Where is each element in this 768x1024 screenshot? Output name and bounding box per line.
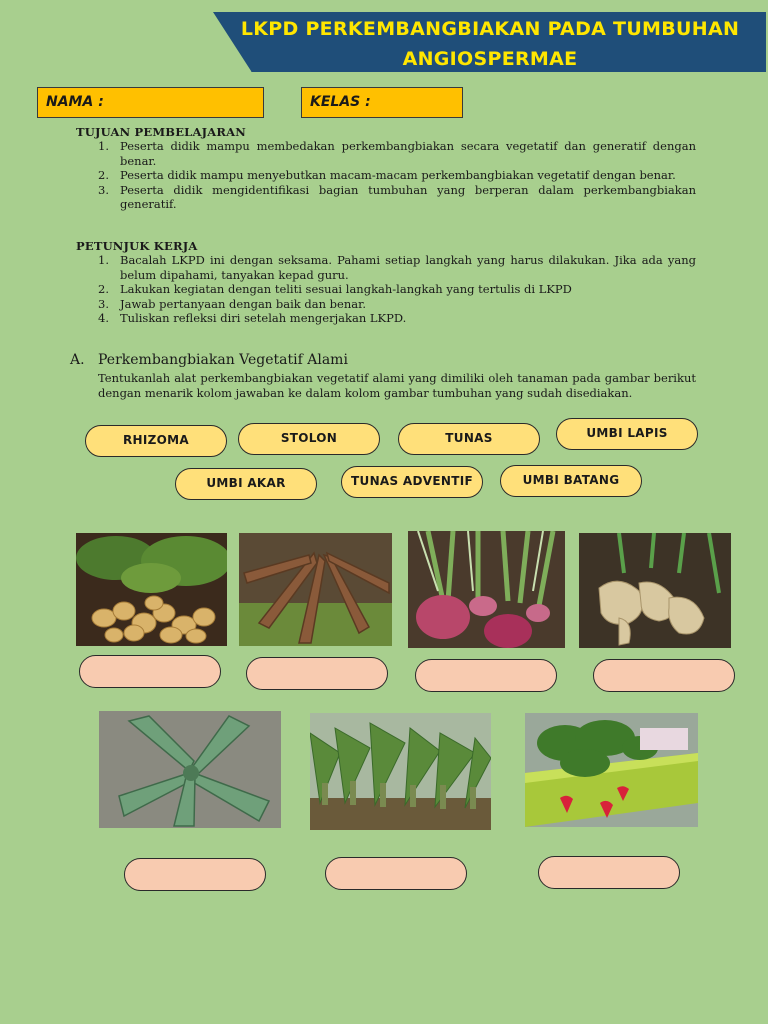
instruction-item: 3. Jawab pertanyaan dengan baik dan benar. [98, 296, 366, 311]
option-tunas[interactable]: TUNAS [398, 423, 540, 455]
instructions-section [76, 239, 696, 326]
title-line-1: LKPD PERKEMBANGBIAKAN PADA TUMBUHAN [240, 18, 740, 40]
strawberry-plant-photo [525, 713, 698, 827]
page-title [240, 14, 740, 74]
instructions-heading: PETUNJUK KERJA [76, 239, 198, 253]
answer-box-potato[interactable] [79, 655, 221, 688]
instructions-list [76, 253, 696, 326]
section-a-instructions: Tentukanlah alat perkembangbiakan vegetatif alami yang dimiliki oleh tanaman pada gambar berikut dengan menarik kolom jawaban ke dalam kolom gambar tumbuhan yang sudah disediakan. [98, 371, 696, 400]
objectives-heading: TUJUAN PEMBELAJARAN [76, 125, 246, 139]
option-stolon[interactable]: STOLON [238, 423, 380, 455]
potato-photo [76, 533, 227, 646]
answer-box-strawberry[interactable] [538, 856, 680, 889]
section-title: Perkembangbiakan Vegetatif Alami [98, 352, 348, 368]
objective-item: 3. Peserta didik mengidentifikasi bagian tumbuhan yang berperan dalam perkembangbiakan generatif. [98, 182, 696, 211]
name-label: NAMA : [46, 94, 104, 110]
banana-plant-photo [310, 713, 491, 830]
cassava-root-photo [239, 533, 392, 646]
answer-box-kalanchoe[interactable] [124, 858, 266, 891]
objective-item: 2. Peserta didik mampu menyebutkan macam-macam perkembangbiakan vegetatif dengan benar. [98, 168, 676, 182]
option-umbi-lapis[interactable]: UMBI LAPIS [556, 418, 698, 450]
instruction-item: 2. Lakukan kegiatan dengan teliti sesuai langkah-langkah yang tertulis di LKPD [98, 282, 572, 296]
objectives-list [76, 139, 696, 212]
kalanchoe-leaf-photo [99, 711, 281, 828]
title-line-2: ANGIOSPERMAE [402, 48, 578, 70]
answer-box-onion[interactable] [415, 659, 557, 692]
option-tunas-adventif[interactable]: TUNAS ADVENTIF [341, 466, 483, 498]
objectives-section [76, 125, 696, 212]
answer-box-cassava[interactable] [246, 657, 388, 690]
class-label: KELAS : [310, 94, 371, 110]
class-field[interactable] [301, 87, 463, 118]
section-a-heading [70, 352, 348, 368]
name-field[interactable] [37, 87, 264, 118]
instruction-item: 1. Bacalah LKPD ini dengan seksama. Pahami setiap langkah yang harus dilakukan. Jika ada yang belum dipahami, tanyakan kepad guru. [98, 253, 696, 282]
answer-box-banana[interactable] [325, 857, 467, 890]
answer-box-ginger[interactable] [593, 659, 735, 692]
option-umbi-akar[interactable]: UMBI AKAR [175, 468, 317, 500]
option-rhizoma[interactable]: RHIZOMA [85, 425, 227, 457]
ginger-photo [579, 533, 731, 648]
instruction-item: 4. Tuliskan refleksi diri setelah mengerjakan LKPD. [98, 311, 407, 325]
onion-photo [408, 531, 565, 648]
option-umbi-batang[interactable]: UMBI BATANG [500, 465, 642, 497]
section-letter: A. [70, 352, 85, 368]
objective-item: 1. Peserta didik mampu membedakan perkembangbiakan secara vegetatif dan generatif dengan benar. [98, 139, 696, 168]
